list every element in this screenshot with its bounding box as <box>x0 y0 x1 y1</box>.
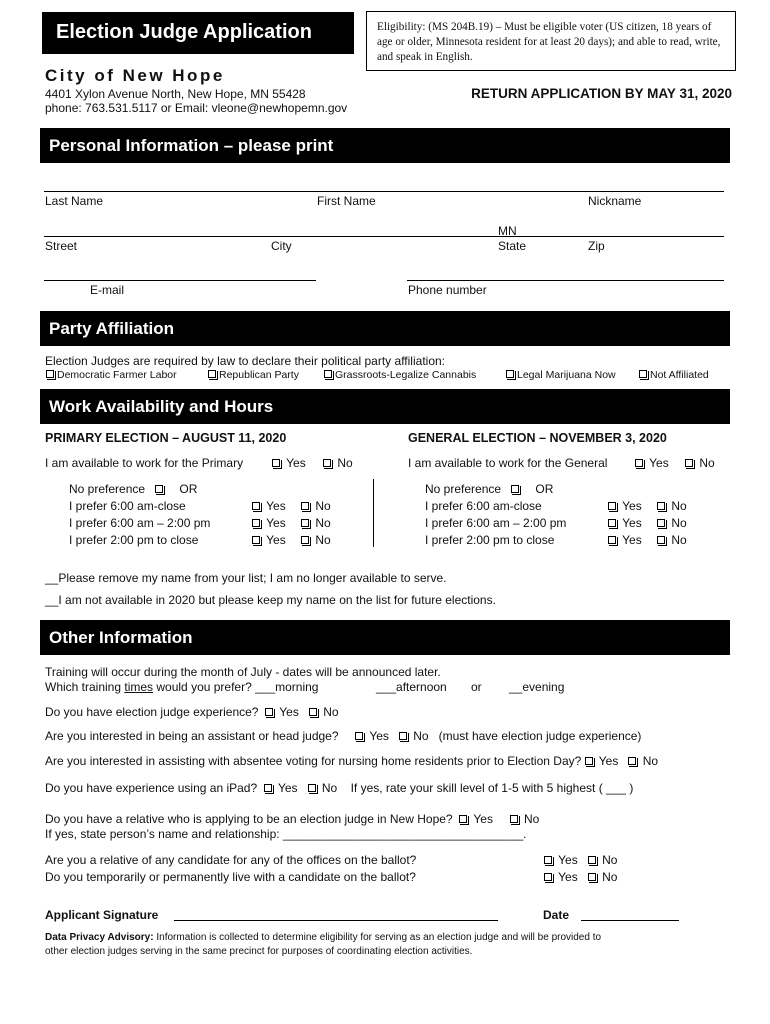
training-q-morning[interactable]: would you prefer? ___morning <box>153 680 319 694</box>
phone-line[interactable] <box>407 280 724 281</box>
party-option-label: Grassroots-Legalize Cannabis <box>335 369 477 381</box>
checkbox-icon[interactable] <box>585 757 593 765</box>
absentee-question <box>45 754 658 768</box>
date-line[interactable] <box>581 920 679 921</box>
general-available-label: I am available to work for the General <box>408 456 608 470</box>
name-line[interactable] <box>44 191 724 192</box>
checkbox-icon[interactable] <box>252 536 260 544</box>
primary-available-no[interactable] <box>323 456 353 470</box>
last-name-label: Last Name <box>45 194 104 208</box>
ipad-question <box>45 781 633 795</box>
relative-question <box>45 812 539 826</box>
checkbox-icon[interactable] <box>608 519 616 527</box>
no-label: No <box>315 533 331 547</box>
checkbox-icon[interactable] <box>324 370 332 378</box>
checkbox-icon[interactable] <box>301 536 309 544</box>
general-pref1-yes[interactable] <box>608 499 642 513</box>
yes-label: Yes <box>558 853 578 867</box>
checkbox-icon[interactable] <box>506 370 514 378</box>
checkbox-icon[interactable] <box>544 873 552 881</box>
state-value: MN <box>498 224 517 238</box>
live-with-candidate-options <box>544 870 617 884</box>
training-afternoon[interactable]: ___afternoon <box>376 680 447 694</box>
primary-pref2-label: I prefer 6:00 am – 2:00 pm <box>69 516 211 530</box>
party-option-grassroots[interactable] <box>324 369 476 381</box>
checkbox-icon[interactable] <box>272 459 280 467</box>
primary-pref1-no[interactable] <box>301 499 331 513</box>
training-question <box>45 680 318 694</box>
nickname-label: Nickname <box>588 194 642 208</box>
party-option-label: Republican Party <box>219 369 299 381</box>
general-election-title: GENERAL ELECTION – NOVEMBER 3, 2020 <box>408 431 667 445</box>
primary-pref3-label: I prefer 2:00 pm to close <box>69 533 199 547</box>
no-label: No <box>671 533 687 547</box>
general-available-yes[interactable] <box>635 456 669 470</box>
checkbox-icon[interactable] <box>608 502 616 510</box>
address-line: 4401 Xylon Avenue North, New Hope, MN 55428 <box>45 87 306 101</box>
first-name-label: First Name <box>317 194 376 208</box>
checkbox-icon[interactable] <box>399 732 407 740</box>
checkbox-icon[interactable] <box>155 485 163 493</box>
primary-pref1-label: I prefer 6:00 am-close <box>69 499 186 513</box>
training-note: Training will occur during the month of July - dates will be announced later. <box>45 665 441 679</box>
no-label: No <box>523 812 540 826</box>
zip-label: Zip <box>588 239 605 253</box>
yes-label: Yes <box>622 499 642 513</box>
form-title: Election Judge Application <box>42 12 354 54</box>
checkbox-icon[interactable] <box>685 459 693 467</box>
column-divider <box>373 479 374 547</box>
live-with-candidate-question: Do you temporarily or permanently live with a candidate on the ballot? <box>45 870 416 884</box>
checkbox-icon[interactable] <box>657 536 665 544</box>
return-deadline: RETURN APPLICATION BY MAY 31, 2020 <box>471 86 732 101</box>
city-name: City of New Hope <box>45 66 225 85</box>
general-pref3-yes[interactable] <box>608 533 642 547</box>
yes-label: Yes <box>279 705 299 719</box>
general-pref3-label: I prefer 2:00 pm to close <box>425 533 555 547</box>
checkbox-icon[interactable] <box>588 856 596 864</box>
checkbox-icon[interactable] <box>657 502 665 510</box>
checkbox-icon[interactable] <box>657 519 665 527</box>
no-label: No <box>315 499 331 513</box>
no-label: No <box>413 729 429 743</box>
yes-label: Yes <box>558 870 578 884</box>
assistant-note: (must have election judge experience) <box>438 729 642 743</box>
training-evening[interactable]: __evening <box>509 680 565 694</box>
checkbox-icon[interactable] <box>301 519 309 527</box>
no-label: No <box>315 516 331 530</box>
email-line[interactable] <box>44 280 316 281</box>
training-or: or <box>471 680 482 694</box>
signature-label: Applicant Signature <box>45 908 159 922</box>
signature-line[interactable] <box>174 920 498 921</box>
general-pref1-no[interactable] <box>657 499 687 513</box>
party-option-unaffiliated[interactable] <box>639 369 709 381</box>
no-preference-label: No preference <box>425 482 502 496</box>
primary-pref2-yes[interactable] <box>252 516 286 530</box>
checkbox-icon[interactable] <box>264 784 272 792</box>
no-label: No <box>337 456 353 470</box>
primary-pref2-no[interactable] <box>301 516 331 530</box>
no-label: No <box>642 754 659 768</box>
state-label: State <box>498 239 527 253</box>
checkbox-icon[interactable] <box>544 856 552 864</box>
primary-available-label: I am available to work for the Primary <box>45 456 244 470</box>
checkbox-icon[interactable] <box>323 459 331 467</box>
checkbox-icon[interactable] <box>301 502 309 510</box>
yes-label: Yes <box>622 533 642 547</box>
no-label: No <box>671 516 687 530</box>
privacy-text: Information is collected to determine eligibility for serving as an election judge and will be provided to <box>153 932 602 943</box>
party-option-lmn[interactable] <box>506 369 616 381</box>
checkbox-icon[interactable] <box>265 708 273 716</box>
general-pref2-yes[interactable] <box>608 516 642 530</box>
street-label: Street <box>45 239 78 253</box>
training-q-times: times <box>124 680 154 694</box>
yes-label: Yes <box>369 729 389 743</box>
checkbox-icon[interactable] <box>588 873 596 881</box>
primary-pref3-no[interactable] <box>301 533 331 547</box>
no-label: No <box>321 781 338 795</box>
eligibility-note: Eligibility: (MS 204B.19) – Must be eligible voter (US citizen, 18 years of age or older, Minnesota resident for at least 20 days); and able to read, write, and speak in English. <box>366 11 736 71</box>
privacy-advisory-line2: other election judges serving in the same precinct for purposes of coordinating election activities. <box>45 946 473 957</box>
yes-label: Yes <box>266 533 286 547</box>
party-option-label: Democratic Farmer Labor <box>57 369 177 381</box>
yes-label: Yes <box>266 516 286 530</box>
email-label: E-mail <box>90 283 125 297</box>
yes-label: Yes <box>598 754 619 768</box>
checkbox-icon[interactable] <box>208 370 216 378</box>
checkbox-icon[interactable] <box>510 815 518 823</box>
yes-label: Yes <box>286 456 306 470</box>
checkbox-icon[interactable] <box>309 708 317 716</box>
primary-election-title: PRIMARY ELECTION – AUGUST 11, 2020 <box>45 431 287 445</box>
general-pref2-label: I prefer 6:00 am – 2:00 pm <box>425 516 567 530</box>
phone-label: Phone number <box>408 283 487 297</box>
yes-label: Yes <box>266 499 286 513</box>
privacy-title: Data Privacy Advisory: <box>45 932 154 943</box>
section-work-heading: Work Availability and Hours <box>40 389 730 424</box>
experience-label: Do you have election judge experience? <box>45 705 259 719</box>
section-other-heading: Other Information <box>40 620 730 655</box>
checkbox-icon[interactable] <box>628 757 636 765</box>
assistant-question <box>45 729 641 743</box>
yes-label: Yes <box>277 781 298 795</box>
party-option-label: Legal Marijuana Now <box>517 369 616 381</box>
assistant-label: Are you interested in being an assistant or head judge? <box>45 729 339 743</box>
experience-question <box>45 705 339 719</box>
general-no-preference[interactable] <box>425 482 553 496</box>
candidate-relative-options <box>544 853 617 867</box>
checkbox-icon[interactable] <box>308 784 316 792</box>
candidate-relative-question: Are you a relative of any candidate for any of the offices on the ballot? <box>45 853 417 867</box>
relative-label: Do you have a relative who is applying to be an election judge in New Hope? <box>45 812 453 826</box>
privacy-advisory-line1 <box>45 932 601 943</box>
yes-label: Yes <box>649 456 669 470</box>
no-label: No <box>602 870 618 884</box>
general-pref2-no[interactable] <box>657 516 687 530</box>
contact-line: phone: 763.531.5117 or Email: vleone@newhopemn.gov <box>45 101 348 115</box>
checkbox-icon[interactable] <box>252 519 260 527</box>
no-preference-label: No preference <box>69 482 146 496</box>
checkbox-icon[interactable] <box>608 536 616 544</box>
party-option-label: Not Affiliated <box>650 369 709 381</box>
ipad-label: Do you have experience using an iPad? <box>45 781 258 795</box>
checkbox-icon[interactable] <box>511 485 519 493</box>
primary-no-preference[interactable] <box>69 482 197 496</box>
no-label: No <box>323 705 339 719</box>
general-available-no[interactable] <box>685 456 715 470</box>
primary-available-yes[interactable] <box>272 456 306 470</box>
checkbox-icon[interactable] <box>46 370 54 378</box>
address-line-field[interactable] <box>44 236 724 237</box>
no-label: No <box>699 456 715 470</box>
no-label: No <box>671 499 687 513</box>
primary-pref1-yes[interactable] <box>252 499 286 513</box>
checkbox-icon[interactable] <box>635 459 643 467</box>
remove-name-option[interactable]: __Please remove my name from your list; I am no longer available to serve. <box>45 571 447 585</box>
date-label: Date <box>543 908 570 922</box>
yes-label: Yes <box>622 516 642 530</box>
city-label: City <box>271 239 292 253</box>
relative-name-field[interactable]: If yes, state person’s name and relationship: ____________________________________. <box>45 827 527 841</box>
ipad-rate-label: If yes, rate your skill level of 1-5 with 5 highest ( ___ ) <box>350 781 634 795</box>
or-label: OR <box>179 482 198 496</box>
or-label: OR <box>535 482 554 496</box>
checkbox-icon[interactable] <box>355 732 363 740</box>
section-personal-heading: Personal Information – please print <box>40 128 730 163</box>
primary-pref3-yes[interactable] <box>252 533 286 547</box>
general-pref3-no[interactable] <box>657 533 687 547</box>
section-party-heading: Party Affiliation <box>40 311 730 346</box>
general-pref1-label: I prefer 6:00 am-close <box>425 499 542 513</box>
no-label: No <box>602 853 618 867</box>
party-intro: Election Judges are required by law to declare their political party affiliation: <box>45 354 445 368</box>
checkbox-icon[interactable] <box>252 502 260 510</box>
checkbox-icon[interactable] <box>459 815 467 823</box>
party-option-dfl[interactable] <box>46 369 177 381</box>
city-address <box>45 87 347 115</box>
yes-label: Yes <box>473 812 493 826</box>
checkbox-icon[interactable] <box>639 370 647 378</box>
keep-name-option[interactable]: __I am not available in 2020 but please keep my name on the list for future elections. <box>45 593 496 607</box>
party-option-republican[interactable] <box>208 369 299 381</box>
training-q-part: Which training <box>45 680 125 694</box>
absentee-label: Are you interested in assisting with absentee voting for nursing home residents prior to Election Day? <box>45 754 582 768</box>
